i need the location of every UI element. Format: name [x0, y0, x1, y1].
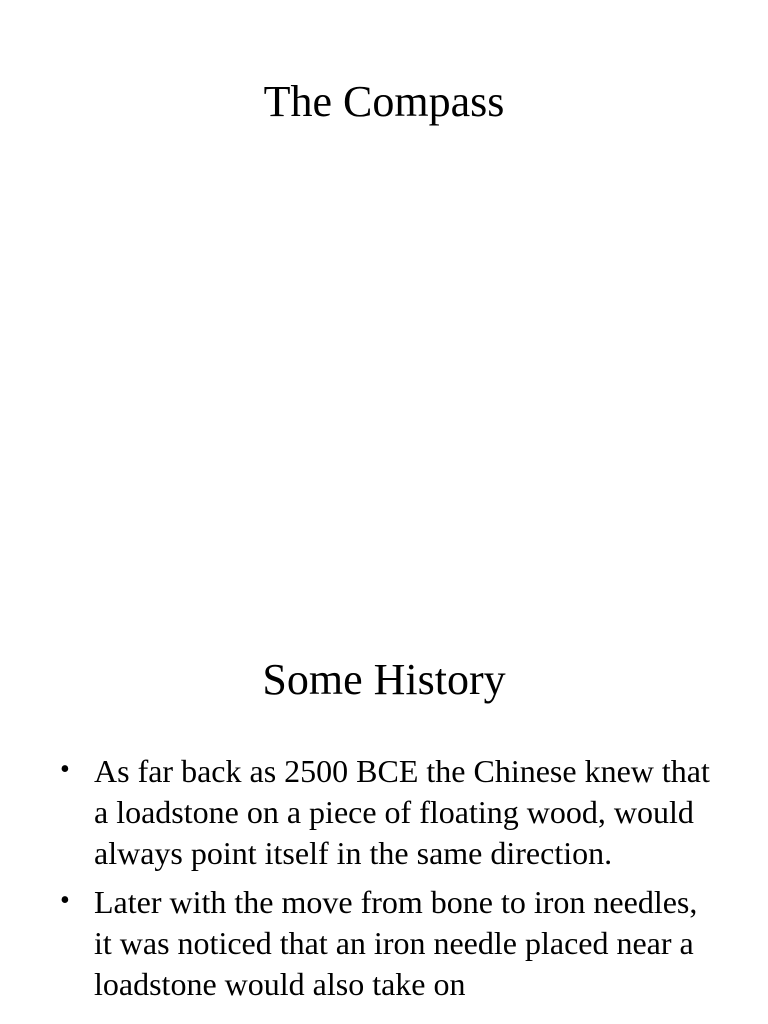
bullet-marker: • — [60, 754, 70, 785]
slide-title: The Compass — [263, 77, 505, 126]
bullet-text: As far back as 2500 BCE the Chinese knew that a loadstone on a piece of floating wood, would always point itself in the same direction. — [94, 753, 710, 871]
bullet-marker: • — [60, 885, 70, 916]
bullet-item — [60, 751, 720, 874]
slide-title: Some History — [262, 655, 506, 704]
bullet-text: Later with the move from bone to iron needles, it was noticed that an iron needle placed near a loadstone would also take on — [94, 884, 698, 1002]
bullet-list — [60, 751, 720, 1013]
slide-some-history — [0, 576, 768, 1024]
bullet-item — [60, 882, 720, 1005]
